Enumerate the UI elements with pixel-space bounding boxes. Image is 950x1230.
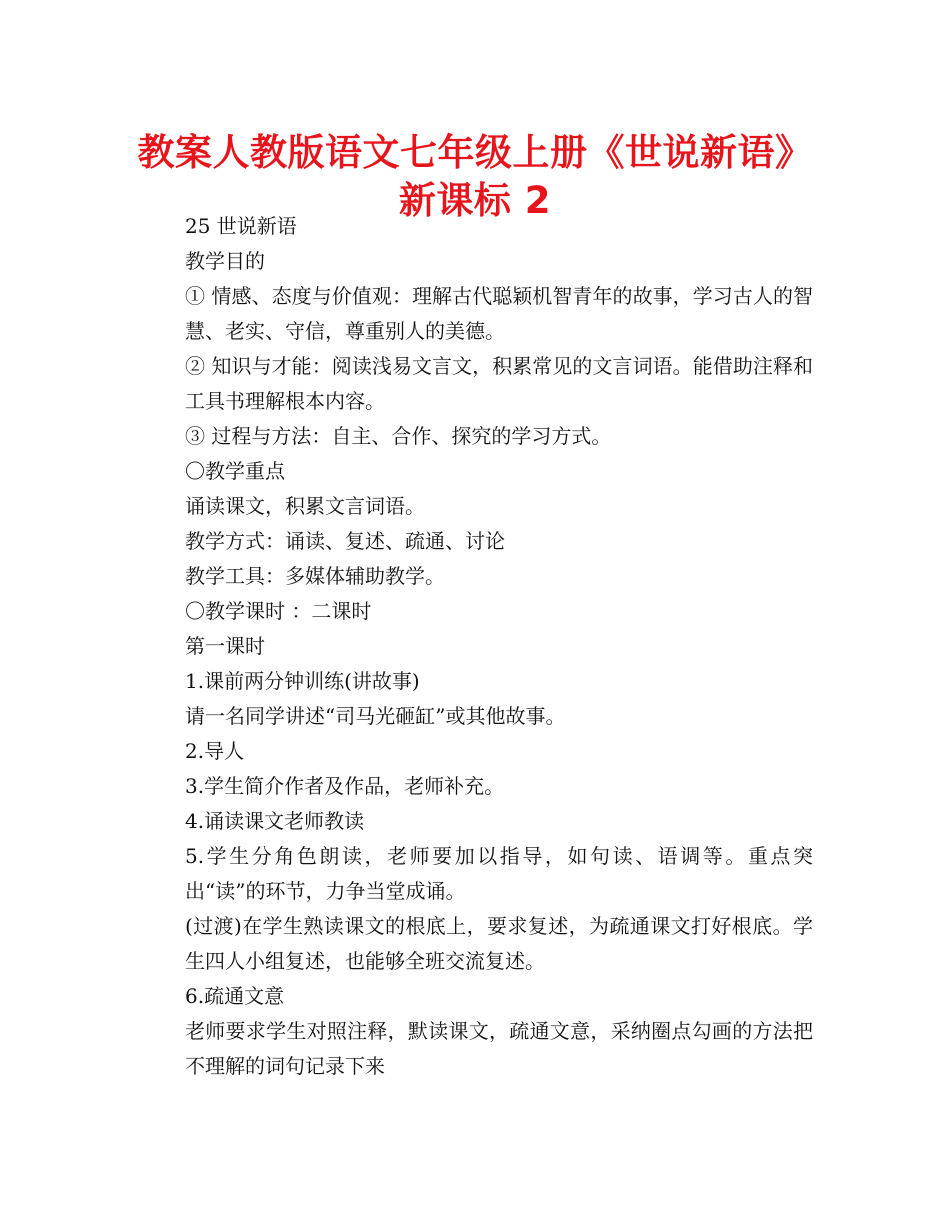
paragraph: 教学方式：诵读、复述、疏通、讨论 — [185, 529, 505, 553]
paragraph: (过渡)在学生熟读课文的根底上，要求复述，为疏通课文打好根底。学生四人小组复述，也能够全班交流复述。 — [185, 914, 813, 973]
paragraph: ① 情感、态度与价值观：理解古代聪颖机智青年的故事，学习古人的智慧、老实、守信，尊重别人的美德。 — [185, 284, 813, 343]
paragraph: 3.学生简介作者及作品，老师补充。 — [185, 774, 505, 798]
paragraph: 老师要求学生对照注释，默读课文，疏通文意，采纳圈点勾画的方法把不理解的词句记录下来 — [185, 1019, 813, 1078]
document-title-line-1: 教案人教版语文七年级上册《世说新语》 — [137, 131, 813, 174]
paragraph: 教学目的 — [185, 249, 265, 273]
paragraph: 〇教学重点 — [185, 459, 285, 483]
paragraph: 请一名同学讲述“司马光砸缸”或其他故事。 — [185, 704, 566, 728]
paragraph: 2.导人 — [185, 739, 245, 763]
paragraph: ③ 过程与方法：自主、合作、探究的学习方式。 — [185, 424, 612, 448]
paragraph: 5.学生分角色朗读，老师要加以指导，如句读、语调等。重点突出“读”的环节，力争当堂成诵。 — [185, 844, 813, 903]
document-body — [143, 209, 813, 1084]
paragraph: 教学工具：多媒体辅助教学。 — [185, 564, 445, 588]
paragraph: ② 知识与才能：阅读浅易文言文，积累常见的文言词语。能借助注释和工具书理解根本内容。 — [185, 354, 813, 413]
paragraph: 4.诵读课文老师教读 — [185, 809, 365, 833]
paragraph: 〇教学课时 ：二课时 — [185, 599, 372, 623]
paragraph: 25 世说新语 — [185, 214, 297, 238]
paragraph: 诵读课文，积累文言词语。 — [185, 494, 425, 518]
paragraph: 第一课时 — [185, 634, 265, 658]
document-title-line-2: 新课标 2 — [398, 179, 552, 222]
paragraph: 6.疏通文意 — [185, 984, 285, 1008]
paragraph: 1.课前两分钟训练(讲故事) — [185, 669, 420, 693]
